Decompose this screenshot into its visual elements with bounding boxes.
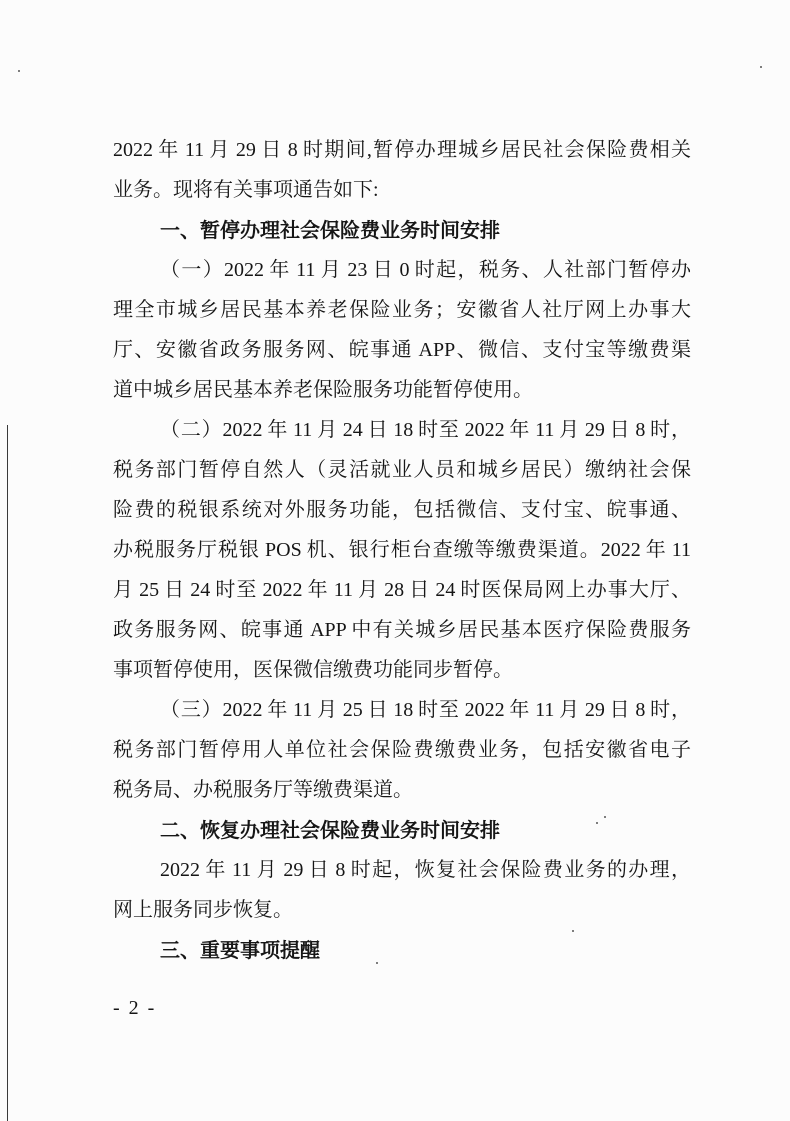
item3-line: 税务局、办税服务厅等缴费渠道。 <box>113 779 413 801</box>
intro-line: 2022 年 11 月 29 日 8 时期间,暂停办理城乡居民社会保险费相关 <box>113 139 691 161</box>
section-heading-1: 一、暂停办理社会保险费业务时间安排 <box>160 218 500 242</box>
item3-line: 税务部门暂停用人单位社会保险费缴费业务，包括安徽省电子 <box>113 739 691 761</box>
scan-edge-line <box>7 425 8 1121</box>
item2-line: 月 25 日 24 时至 2022 年 11 月 28 日 24 时医保局网上办事大厅、 <box>113 579 691 601</box>
scan-speck <box>760 66 762 68</box>
item1-line: 道中城乡居民基本养老保险服务功能暂停使用。 <box>113 379 533 401</box>
item3-line: （三）2022 年 11 月 25 日 18 时至 2022 年 11 月 29 日 8 时， <box>160 699 691 721</box>
section-heading-2: 二、恢复办理社会保险费业务时间安排 <box>160 818 500 842</box>
item2-line: 险费的税银系统对外服务功能，包括微信、支付宝、皖事通、 <box>113 499 691 521</box>
section2-line: 网上服务同步恢复。 <box>113 899 293 921</box>
scan-speck <box>18 70 20 72</box>
page-number: - 2 - <box>113 997 157 1019</box>
section-heading-3: 三、重要事项提醒 <box>160 938 320 962</box>
item2-line: （二）2022 年 11 月 24 日 18 时至 2022 年 11 月 29 日 8 时， <box>160 419 691 441</box>
item1-line: 理全市城乡居民基本养老保险业务；安徽省人社厅网上办事大 <box>113 299 691 321</box>
item2-line: 办税服务厅税银 POS 机、银行柜台查缴等缴费渠道。2022 年 11 <box>113 539 691 561</box>
document-body <box>113 130 691 970</box>
item1-line: （一）2022 年 11 月 23 日 0 时起，税务、人社部门暂停办 <box>160 259 691 281</box>
item1-line: 厅、安徽省政务服务网、皖事通 APP、微信、支付宝等缴费渠 <box>113 339 691 361</box>
item2-line: 税务部门暂停自然人（灵活就业人员和城乡居民）缴纳社会保 <box>113 459 691 481</box>
section2-line: 2022 年 11 月 29 日 8 时起，恢复社会保险费业务的办理， <box>160 859 691 881</box>
intro-line: 业务。现将有关事项通告如下: <box>113 179 379 201</box>
item2-line: 政务服务网、皖事通 APP 中有关城乡居民基本医疗保险费服务 <box>113 619 691 641</box>
item2-line: 事项暂停使用，医保微信缴费功能同步暂停。 <box>113 659 513 681</box>
